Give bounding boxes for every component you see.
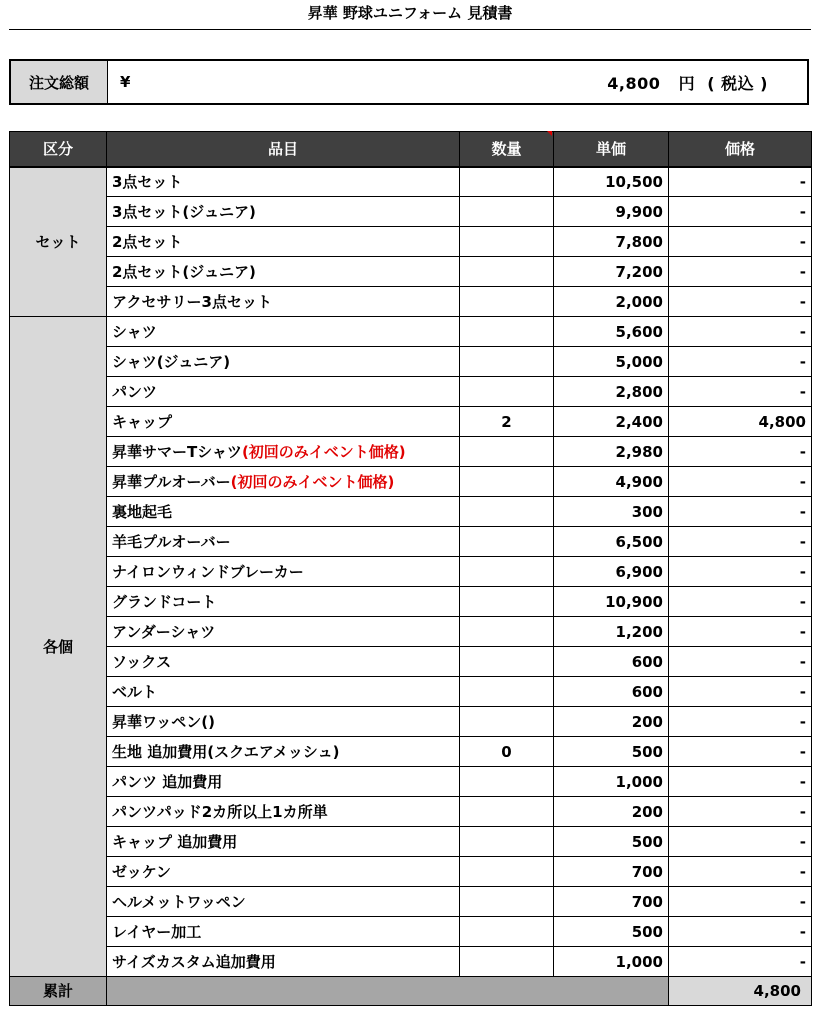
unit-price-cell: 200 (554, 797, 669, 827)
item-cell (107, 917, 460, 947)
table-row (10, 407, 812, 437)
item-name: 3点セット (112, 172, 183, 191)
item-cell (107, 437, 460, 467)
item-cell (107, 377, 460, 407)
table-row (10, 317, 812, 347)
total-row (10, 977, 812, 1006)
item-cell (107, 647, 460, 677)
item-cell (107, 287, 460, 317)
item-name: ソックス (112, 652, 172, 671)
amount-cell: - (669, 527, 812, 557)
item-name: ベルト (112, 682, 158, 701)
quantity-cell[interactable] (460, 437, 554, 467)
order-total-value: 4,800 (607, 73, 661, 93)
table-row (10, 557, 812, 587)
item-name: レイヤー加工 (112, 922, 202, 941)
order-total-box (9, 59, 809, 105)
item-name: シャツ (112, 322, 157, 341)
item-cell (107, 227, 460, 257)
item-name: アクセサリー3点セット (112, 292, 272, 311)
amount-cell: - (669, 347, 812, 377)
amount-cell: - (669, 377, 812, 407)
unit-price-cell: 4,900 (554, 467, 669, 497)
table-row (10, 227, 812, 257)
item-name: キャップ 追加費用 (112, 832, 238, 851)
quantity-cell[interactable] (460, 227, 554, 257)
unit-price-cell: 2,000 (554, 287, 669, 317)
document-title: 昇華 野球ユニフォーム 見積書 (307, 4, 513, 22)
quantity-cell[interactable] (460, 527, 554, 557)
item-cell (107, 407, 460, 437)
table-row (10, 167, 812, 197)
quantity-cell[interactable]: 2 (460, 407, 554, 437)
amount-cell: - (669, 917, 812, 947)
item-name: パンツパッド2カ所以上1カ所単 (112, 802, 328, 821)
table-row (10, 617, 812, 647)
unit-price-cell: 7,200 (554, 257, 669, 287)
item-name: アンダーシャツ (112, 622, 216, 641)
category-cell: 各個 (10, 317, 107, 977)
item-note: (初回のみイベント価格) (241, 442, 406, 461)
quantity-cell[interactable] (460, 707, 554, 737)
item-cell (107, 677, 460, 707)
unit-price-cell: 500 (554, 737, 669, 767)
table-body (10, 167, 812, 977)
table-row (10, 767, 812, 797)
amount-cell: - (669, 647, 812, 677)
unit-price-cell: 10,500 (554, 167, 669, 197)
quantity-cell[interactable] (460, 947, 554, 977)
unit-price-cell: 10,900 (554, 587, 669, 617)
quantity-cell[interactable] (460, 497, 554, 527)
item-cell (107, 797, 460, 827)
item-cell (107, 707, 460, 737)
unit-price-cell: 6,500 (554, 527, 669, 557)
amount-cell: - (669, 167, 812, 197)
item-name: パンツ (112, 382, 158, 401)
item-name: キャップ (112, 412, 173, 431)
item-name: 羊毛プルオーバー (112, 532, 231, 551)
quantity-cell[interactable] (460, 287, 554, 317)
amount-cell: - (669, 437, 812, 467)
quantity-cell[interactable] (460, 767, 554, 797)
total-row-spacer (107, 977, 669, 1006)
amount-cell: - (669, 797, 812, 827)
table-row (10, 377, 812, 407)
quantity-cell[interactable] (460, 167, 554, 197)
item-cell (107, 857, 460, 887)
quantity-cell[interactable] (460, 857, 554, 887)
amount-cell: - (669, 497, 812, 527)
quantity-cell[interactable] (460, 797, 554, 827)
item-name: 昇華ワッペン() (112, 712, 215, 731)
item-cell (107, 947, 460, 977)
table-row (10, 707, 812, 737)
quantity-cell[interactable] (460, 257, 554, 287)
amount-cell: - (669, 467, 812, 497)
item-cell (107, 467, 460, 497)
table-row (10, 947, 812, 977)
item-name: 2点セット (112, 232, 183, 251)
amount-cell: - (669, 197, 812, 227)
cell-comment-indicator (547, 131, 552, 136)
tax-note: ( 税込 ) (707, 73, 768, 93)
table-row (10, 347, 812, 377)
unit-price-cell: 1,000 (554, 947, 669, 977)
unit-price-cell: 1,200 (554, 617, 669, 647)
unit-price-cell: 9,900 (554, 197, 669, 227)
item-name: 昇華サマーTシャツ (112, 442, 242, 461)
unit-price-cell: 600 (554, 647, 669, 677)
item-cell (107, 197, 460, 227)
item-cell (107, 887, 460, 917)
item-note: (初回のみイベント価格) (230, 472, 395, 491)
order-total-amount (607, 71, 768, 94)
currency-symbol: ¥ (120, 73, 131, 91)
col-header-quantity: 数量 (460, 132, 554, 167)
amount-cell: - (669, 707, 812, 737)
quantity-cell[interactable] (460, 617, 554, 647)
unit-price-cell: 200 (554, 707, 669, 737)
amount-cell: - (669, 317, 812, 347)
table-row (10, 467, 812, 497)
table-row (10, 827, 812, 857)
unit-price-cell: 7,800 (554, 227, 669, 257)
unit-price-cell: 500 (554, 827, 669, 857)
amount-cell: - (669, 827, 812, 857)
unit-price-cell: 700 (554, 887, 669, 917)
unit-price-cell: 300 (554, 497, 669, 527)
item-name: ナイロンウィンドブレーカー (112, 562, 304, 581)
item-name: ゼッケン (112, 862, 171, 881)
item-name: サイズカスタム追加費用 (112, 952, 276, 971)
quantity-cell[interactable] (460, 467, 554, 497)
item-cell (107, 617, 460, 647)
item-name: 生地 追加費用(スクエアメッシュ) (112, 742, 340, 761)
item-cell (107, 587, 460, 617)
item-cell (107, 827, 460, 857)
amount-cell: 4,800 (669, 407, 812, 437)
quantity-cell[interactable] (460, 647, 554, 677)
item-cell (107, 317, 460, 347)
quantity-cell[interactable] (460, 917, 554, 947)
item-cell (107, 767, 460, 797)
unit-price-cell: 2,400 (554, 407, 669, 437)
unit-price-cell: 5,000 (554, 347, 669, 377)
item-name: ヘルメットワッペン (112, 892, 246, 911)
quantity-cell[interactable] (460, 587, 554, 617)
item-name: 3点セット(ジュニア) (112, 202, 256, 221)
category-cell: セット (10, 167, 107, 317)
item-name: グランドコート (112, 592, 217, 611)
quantity-cell[interactable] (460, 827, 554, 857)
unit-price-cell: 1,000 (554, 767, 669, 797)
amount-cell: - (669, 617, 812, 647)
table-row (10, 257, 812, 287)
amount-cell: - (669, 737, 812, 767)
total-row-label: 累計 (10, 977, 107, 1006)
table-row (10, 587, 812, 617)
item-cell (107, 257, 460, 287)
amount-cell: - (669, 887, 812, 917)
quantity-cell[interactable] (460, 317, 554, 347)
table-row (10, 527, 812, 557)
col-header-unit-price: 単価 (554, 132, 669, 167)
item-cell (107, 167, 460, 197)
item-name: 裏地起毛 (112, 502, 173, 521)
item-name: 昇華プルオーバー (112, 472, 231, 491)
item-name: パンツ 追加費用 (112, 772, 223, 791)
item-cell (107, 527, 460, 557)
table-row (10, 497, 812, 527)
amount-cell: - (669, 677, 812, 707)
table-row (10, 677, 812, 707)
estimate-table (9, 131, 812, 1006)
table-row (10, 197, 812, 227)
table-header-row (10, 132, 812, 167)
order-total-unit: 円 (678, 73, 696, 93)
quantity-cell[interactable] (460, 377, 554, 407)
title-underline (9, 29, 811, 30)
order-total-label: 注文総額 (11, 61, 108, 103)
table-row (10, 887, 812, 917)
amount-cell: - (669, 767, 812, 797)
item-cell (107, 497, 460, 527)
table-row (10, 857, 812, 887)
amount-cell: - (669, 947, 812, 977)
quantity-cell[interactable] (460, 887, 554, 917)
amount-cell: - (669, 857, 812, 887)
unit-price-cell: 500 (554, 917, 669, 947)
table-row (10, 647, 812, 677)
item-cell (107, 737, 460, 767)
unit-price-cell: 2,980 (554, 437, 669, 467)
item-name: 2点セット(ジュニア) (112, 262, 256, 281)
unit-price-cell: 2,800 (554, 377, 669, 407)
col-header-amount: 価格 (669, 132, 812, 167)
amount-cell: - (669, 557, 812, 587)
col-header-item: 品目 (107, 132, 460, 167)
quantity-cell[interactable]: 0 (460, 737, 554, 767)
unit-price-cell: 5,600 (554, 317, 669, 347)
amount-cell: - (669, 587, 812, 617)
table-row (10, 287, 812, 317)
total-row-amount: 4,800 (669, 977, 812, 1006)
unit-price-cell: 6,900 (554, 557, 669, 587)
quantity-cell[interactable] (460, 197, 554, 227)
quantity-cell[interactable] (460, 677, 554, 707)
unit-price-cell: 700 (554, 857, 669, 887)
quantity-cell[interactable] (460, 347, 554, 377)
col-header-category: 区分 (10, 132, 107, 167)
item-name: シャツ(ジュニア) (112, 352, 231, 371)
amount-cell: - (669, 227, 812, 257)
unit-price-cell: 600 (554, 677, 669, 707)
table-row (10, 797, 812, 827)
amount-cell: - (669, 257, 812, 287)
table-row (10, 437, 812, 467)
table-row (10, 917, 812, 947)
item-cell (107, 557, 460, 587)
table-row (10, 737, 812, 767)
quantity-cell[interactable] (460, 557, 554, 587)
item-cell (107, 347, 460, 377)
amount-cell: - (669, 287, 812, 317)
